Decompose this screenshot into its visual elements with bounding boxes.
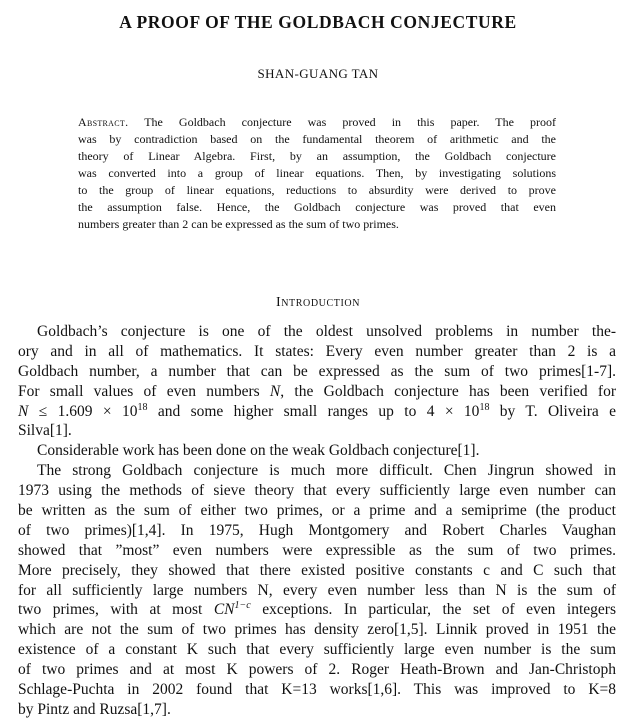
body-line: Silva[1]. bbox=[18, 422, 72, 440]
body-line: showed that ”most” even numbers were expressible as the sum of two primes. bbox=[18, 541, 616, 559]
body-line: Schlage-Puchta in 2002 found that K=13 works[1,6]. This was improved to K=8 bbox=[18, 681, 616, 699]
abstract-line: the assumption false. Hence, the Goldbach conjecture was proved that even bbox=[78, 200, 556, 214]
body-text bbox=[18, 322, 616, 720]
body-line: $N \le 1.609 \times 10^{18}$ and some higher small ranges up to $4 \times 10^{18}$ by T. Oliveira e bbox=[18, 401, 616, 420]
body-line: of two primes)[1,4]. In 1975, Hugh Montgomery and Robert Charles Vaughan bbox=[18, 521, 616, 539]
abstract-line: was by contradiction based on the fundamental theorem of arithmetic and the bbox=[78, 132, 556, 146]
body-line: which are not the sum of two primes has density zero[1,5]. Linnik proved in 1951 the bbox=[18, 621, 616, 639]
body-line: two primes, with at most $CN^{1-c}$ exceptions. In particular, the set of even integers bbox=[18, 600, 616, 619]
abstract-line: was converted into a group of linear equations. Then, by investigating solutions bbox=[78, 166, 556, 180]
abstract-line: numbers greater than 2 can be expressed as the sum of two primes. bbox=[78, 217, 399, 231]
body-line: Goldbach’s conjecture is one of the oldest unsolved problems in number the- bbox=[37, 323, 616, 340]
body-line: of two primes and at most K powers of 2. Roger Heath-Brown and Jan-Christoph bbox=[18, 661, 616, 679]
body-line: existence of a constant K such that every sufficiently large even number is the sum bbox=[18, 641, 616, 659]
author-name: SHAN-GUANG TAN bbox=[257, 66, 379, 81]
abstract-line: to the group of linear equations, reductions to absurdity were derived to prove bbox=[78, 183, 556, 197]
body-line: ory and in all of mathematics. It states: Every even number greater than 2 is a bbox=[18, 342, 616, 360]
abstract-block bbox=[78, 114, 556, 233]
body-line: Considerable work has been done on the weak Goldbach conjecture[1]. bbox=[37, 442, 480, 460]
body-line: More precisely, they showed that there existed positive constants c and C such that bbox=[18, 561, 616, 579]
abstract-label: Abstract. bbox=[78, 115, 129, 129]
body-line: for all sufficiently large numbers N, every even number less than N is the sum of bbox=[18, 581, 616, 599]
body-line: For small values of even numbers N, the Goldbach conjecture has been verified for bbox=[18, 382, 616, 400]
body-line: be written as the sum of either two primes, or a prime and a semiprime (the product bbox=[18, 502, 616, 520]
section-heading-introduction: Introduction bbox=[275, 295, 361, 310]
body-line: The strong Goldbach conjecture is much more difficult. Chen Jingrun showed in bbox=[37, 462, 616, 480]
paper-title: A PROOF OF THE GOLDBACH CONJECTURE bbox=[119, 12, 517, 32]
body-line: by Pintz and Ruzsa[1,7]. bbox=[18, 700, 171, 718]
abstract-line: Abstract. The Goldbach conjecture was proved in this paper. The proof bbox=[78, 115, 556, 129]
abstract-line: theory of Linear Algebra. First, by an assumption, the Goldbach conjecture bbox=[78, 149, 556, 163]
body-line: Goldbach number, a number that can be expressed as the sum of two primes[1-7]. bbox=[18, 362, 616, 380]
body-line: 1973 using the methods of sieve theory that every sufficiently large even number can bbox=[18, 482, 616, 500]
